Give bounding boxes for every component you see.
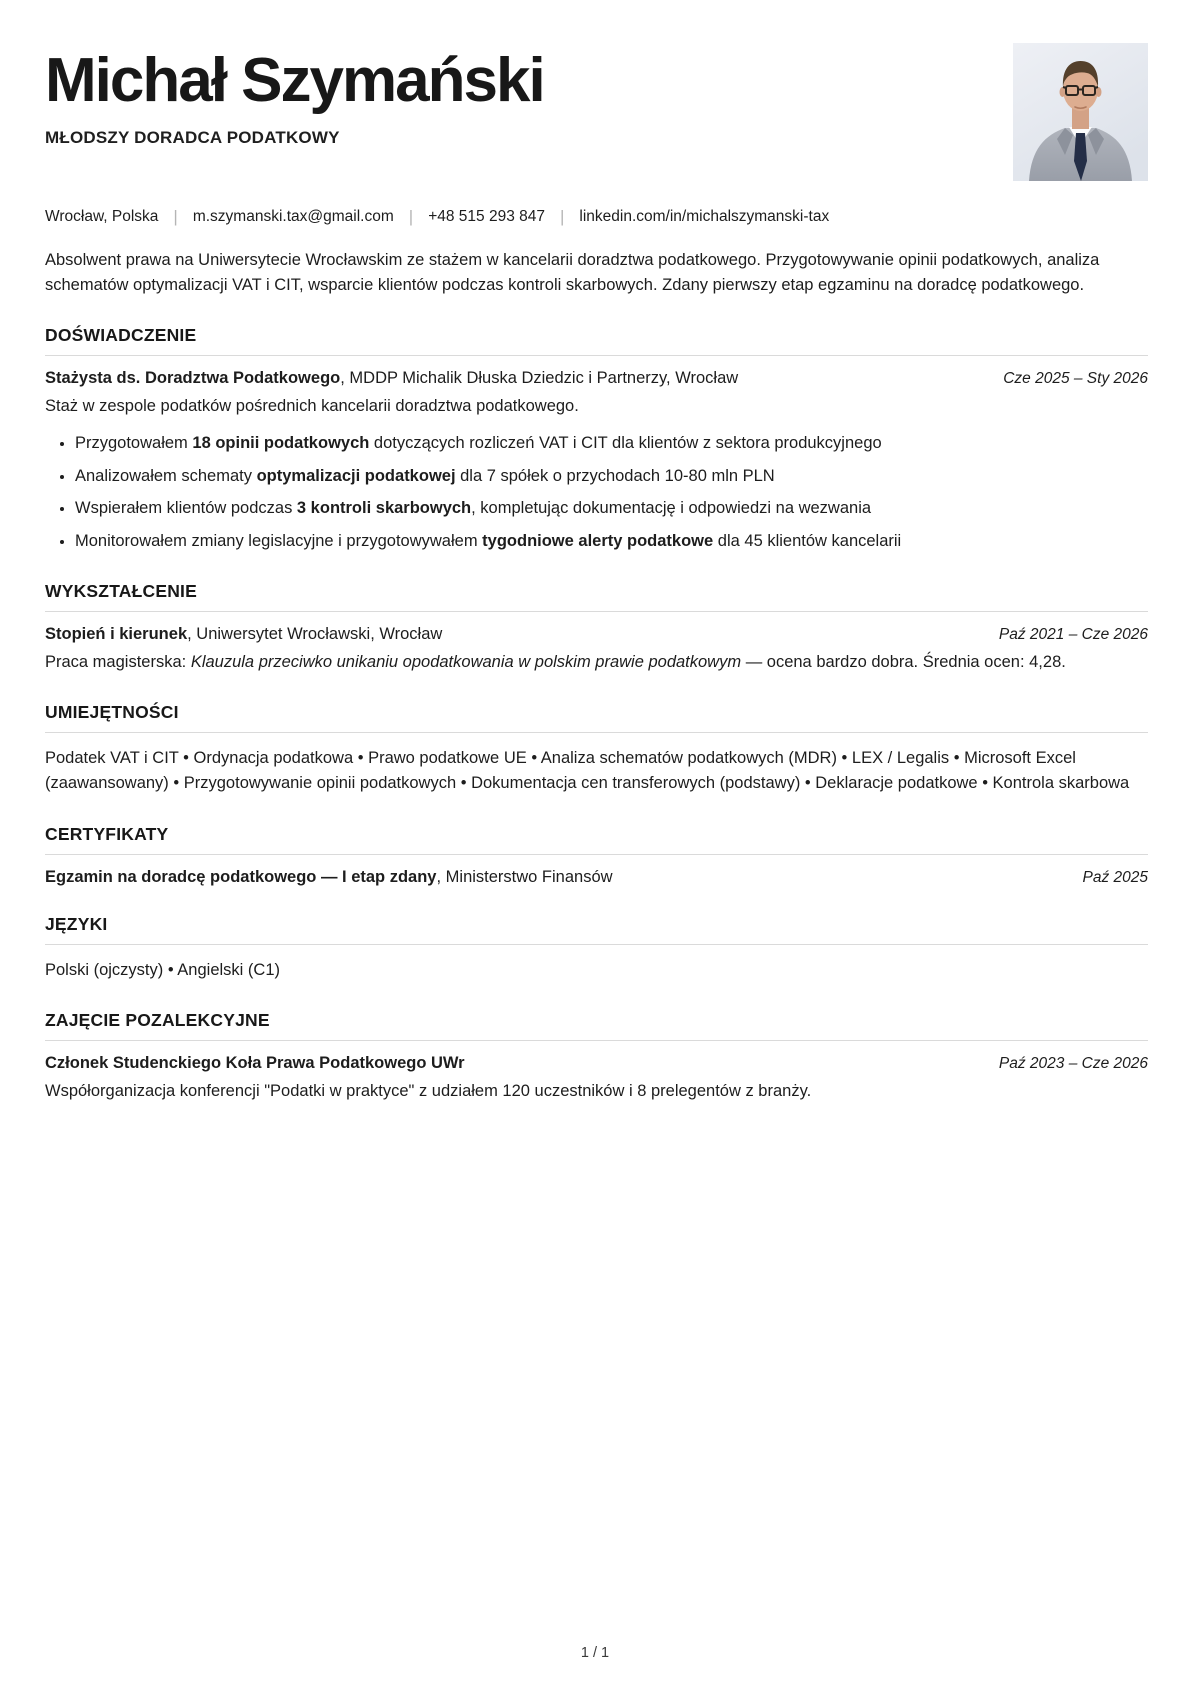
page-number: 1 / 1 xyxy=(580,1645,610,1661)
activity-date-range: Paź 2023 – Cze 2026 xyxy=(998,1055,1148,1073)
section-skills xyxy=(45,702,1148,797)
experience-date-range: Cze 2025 – Sty 2026 xyxy=(1003,369,1148,387)
contact-separator: | xyxy=(173,207,178,226)
experience-bullet-item: • Wspierałem klientów podczas 3 kontroli skarbowych, kompletując dokumentację i odpowiedzi na wezwania xyxy=(75,497,1148,521)
contact-phone[interactable]: +48 515 293 847 xyxy=(428,208,545,225)
activity-entry xyxy=(45,1054,1148,1104)
section-languages xyxy=(45,914,1148,984)
education-thesis-line: Praca magisterska: Klauzula przeciwko unikaniu opodatkowania w polskim prawie podatkowym — ocena bardzo dobra. Średnia ocen: 4,28. xyxy=(45,652,1066,671)
header xyxy=(45,40,1148,181)
education-entry xyxy=(45,625,1148,675)
experience-entry-header xyxy=(45,369,1148,388)
contact-location: Wrocław, Polska xyxy=(45,208,159,225)
contact-email[interactable]: m.szymanski.tax@gmail.com xyxy=(192,208,394,225)
header-text-block xyxy=(45,40,544,148)
experience-bullet-item: • Przygotowałem 18 opinii podatkowych dotyczących rozliczeń VAT i CIT dla klientów z sektora produkcyjnego xyxy=(75,432,1148,456)
contact-separator: | xyxy=(408,207,414,226)
experience-bullet-list xyxy=(45,432,1148,553)
experience-bullet-item: • Analizowałem schematy optymalizacji podatkowej dla 7 spółek o przychodach 10-80 mln PLN xyxy=(75,465,1148,489)
section-heading-activities: ZAJĘCIE POZALEKCYJNE xyxy=(45,1010,1148,1041)
section-certificates xyxy=(45,824,1148,887)
section-education xyxy=(45,581,1148,675)
languages-text: Polski (ojczysty) • Angielski (C1) xyxy=(45,960,280,979)
education-date-range: Paź 2021 – Cze 2026 xyxy=(998,625,1148,643)
contact-row xyxy=(45,207,1148,227)
section-heading-languages: JĘZYKI xyxy=(45,914,1148,945)
certificate-entry-header xyxy=(45,868,1148,887)
contact-linkedin[interactable]: linkedin.com/in/michalszymanski-tax xyxy=(579,208,830,225)
candidate-name: Michał Szymański xyxy=(45,46,544,115)
experience-role-title: Stażysta ds. Doradztwa Podatkowego, MDDP Michalik Dłuska Dziedzic i Partnerzy, Wrocław xyxy=(45,368,739,387)
activity-detail: Współorganizacja konferencji "Podatki w praktyce" z udziałem 120 uczestników i 8 prelegentów z branży. xyxy=(45,1082,812,1101)
profile-photo xyxy=(1013,43,1148,181)
section-heading-certificates: CERTYFIKATY xyxy=(45,824,1148,855)
section-heading-experience: DOŚWIADCZENIE xyxy=(45,325,1148,356)
section-heading-education: WYKSZTAŁCENIE xyxy=(45,581,1148,612)
certificate-title: Egzamin na doradcę podatkowego — I etap zdany, Ministerstwo Finansów xyxy=(45,867,613,886)
certificate-date: Paź 2025 xyxy=(1082,868,1148,886)
experience-entry xyxy=(45,369,1148,554)
contact-separator: | xyxy=(559,207,565,226)
profile-photo-illustration xyxy=(1013,43,1148,181)
education-entry-header xyxy=(45,625,1148,644)
certificate-entry xyxy=(45,868,1148,887)
section-heading-skills: UMIEJĘTNOŚCI xyxy=(45,702,1148,733)
education-degree-title: Stopień i kierunek, Uniwersytet Wrocławski, Wrocław xyxy=(45,624,443,643)
skills-text: Podatek VAT i CIT • Ordynacja podatkowa • Prawo podatkowe UE • Analiza schematów podatkowych (MDR) • LEX / Legalis • Microsoft Excel (zaawansowany) • Przygotowywanie opinii podatkowych • Dokumentacja cen transferowych (podstawy) • Deklaracje podatkowe • Kontrola skarbowa xyxy=(45,748,1130,793)
candidate-job-title: MŁODSZY DORADCA PODATKOWY xyxy=(45,128,340,147)
section-experience xyxy=(45,325,1148,554)
experience-subtitle: Staż w zespole podatków pośrednich kancelarii doradztwa podatkowego. xyxy=(45,396,579,415)
section-activities xyxy=(45,1010,1148,1104)
activity-entry-header xyxy=(45,1054,1148,1073)
activity-title: Członek Studenckiego Koła Prawa Podatkowego UWr xyxy=(45,1054,465,1073)
summary-paragraph: Absolwent prawa na Uniwersytecie Wrocławskim ze stażem w kancelarii doradztwa podatkowego. Przygotowywanie opinii podatkowych, analiza schematów optymalizacji VAT i CIT, wsparcie klientów podczas kontroli skarbowych. Zdany pierwszy etap egzaminu na doradcę podatkowego. xyxy=(45,251,1100,294)
experience-bullet-item: • Monitorowałem zmiany legislacyjne i przygotowywałem tygodniowe alerty podatkowe dla 45 klientów kancelarii xyxy=(75,530,1148,554)
